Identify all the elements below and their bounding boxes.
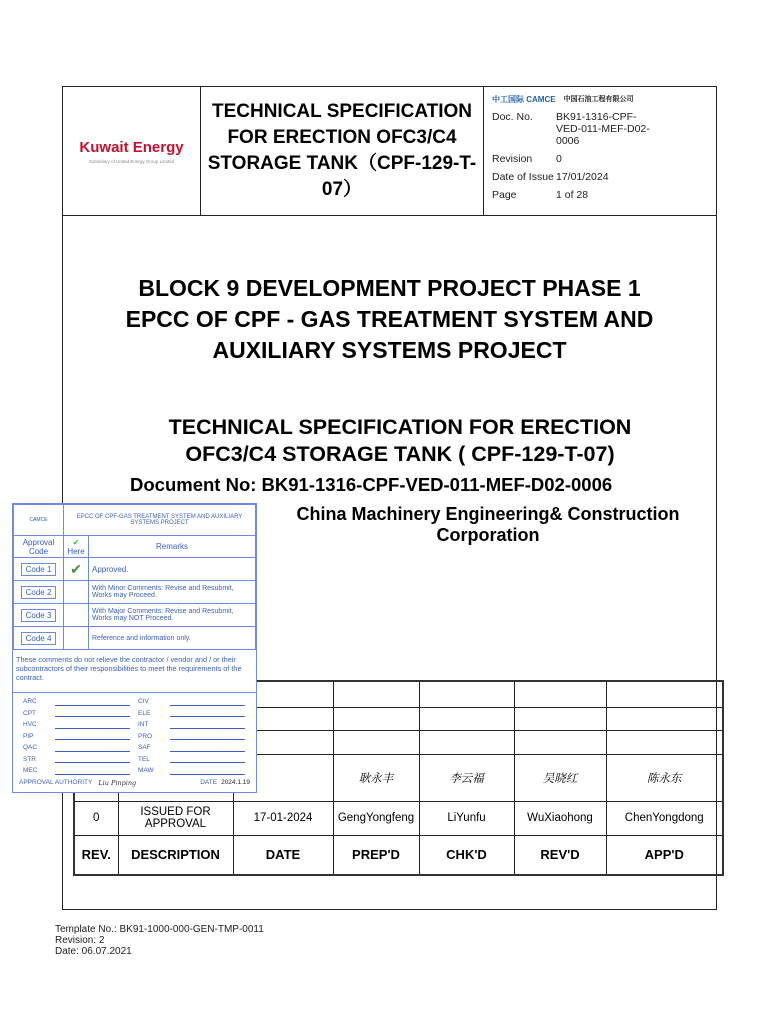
project-title-line: EPCC OF CPF - GAS TREATMENT SYSTEM AND [125, 306, 654, 332]
authority-label: APPROVAL AUTHORITY [19, 779, 93, 786]
code-remark: Reference and information only. [89, 627, 256, 650]
col-approval-code: Approval Code [14, 536, 64, 558]
discipline-field [23, 708, 138, 720]
info-row [492, 153, 708, 165]
code-remark: Approved. [89, 558, 256, 581]
code-label: Code 1 [21, 563, 57, 576]
col-here [64, 536, 89, 558]
info-row [492, 111, 708, 147]
company-name [262, 504, 714, 546]
discipline-label: INT [138, 721, 149, 729]
info-row [492, 189, 708, 201]
project-title-line: BLOCK 9 DEVELOPMENT PROJECT PHASE 1 [138, 275, 641, 301]
discipline-field [138, 708, 253, 720]
code-row [14, 558, 256, 581]
info-key: Revision [492, 153, 533, 165]
code-row [14, 627, 256, 650]
authority-signature: Liu Pinping [98, 778, 137, 787]
signature-line [170, 732, 245, 740]
info-key: Page [492, 189, 517, 201]
prepared-cell: GengYongfeng [333, 801, 419, 835]
code-label: Code 3 [21, 609, 57, 622]
date-label: DATE [200, 779, 218, 786]
stamp-project: EPCC OF CPF-GAS TREATMENT SYSTEM AND AUXILIARY SYSTEMS PROJECT [64, 505, 256, 536]
col-date: DATE [233, 835, 333, 875]
signature-line [170, 698, 245, 706]
discipline-field [23, 719, 138, 731]
signature-reviewed: 吴晓红 [514, 754, 606, 801]
discipline-field [138, 765, 253, 777]
signature-line [55, 744, 130, 752]
document-title [100, 414, 700, 468]
discipline-field [138, 754, 253, 766]
discipline-field [138, 731, 253, 743]
code-label: Code 2 [21, 586, 57, 599]
document-header [62, 86, 717, 216]
discipline-label: CPT [23, 709, 36, 717]
checked-cell: LiYunfu [419, 801, 514, 835]
discipline-label: MEC [23, 767, 38, 775]
code-remark: With Major Comments: Revise and Resubmit, Works may NOT Proceed. [89, 604, 256, 627]
doc-info [484, 87, 716, 215]
stamp-note: These comments do not relieve the contractor / vendor and / or their subcontractors of their responsibilities to meet the requirements of the contract. [13, 650, 256, 693]
discipline-label: PIP [23, 732, 34, 740]
header-title: TECHNICAL SPECIFICATION FOR ERECTION OFC3/C4 STORAGE TANK（CPF-129-T-07） [201, 87, 484, 215]
signature-checked: 李云福 [419, 754, 514, 801]
company-line: China Machinery Engineering& Construction [296, 504, 680, 524]
date-cell: 17-01-2024 [233, 801, 333, 835]
client-logo [63, 87, 201, 215]
company-line: Corporation [436, 525, 540, 545]
project-title-line: AUXILIARY SYSTEMS PROJECT [212, 337, 567, 363]
signature-line [55, 698, 130, 706]
check-icon: ✔ [72, 537, 80, 547]
partner-logo: 中国石油工程有限公司 [563, 96, 634, 103]
discipline-label: HVC [23, 721, 37, 729]
info-key: Date of Issue [492, 171, 554, 183]
discipline-label: ARC [23, 698, 37, 706]
discipline-label: MAW [138, 767, 154, 775]
signature-prepared: 耿永丰 [333, 754, 419, 801]
discipline-label: QAC [23, 744, 38, 752]
discipline-field [23, 742, 138, 754]
discipline-label: PRO [138, 732, 153, 740]
code-row [14, 604, 256, 627]
discipline-fields [13, 693, 256, 777]
discipline-label: STR [23, 755, 36, 763]
signature-line [55, 721, 130, 729]
rev-cell: 0 [74, 801, 118, 835]
signature-line [55, 709, 130, 717]
info-value: 1 of 28 [556, 189, 589, 201]
signature-line [170, 721, 245, 729]
signature-line [55, 755, 130, 763]
approved-cell: ChenYongdong [606, 801, 723, 835]
signature-line [55, 767, 130, 775]
client-subtitle: Subsidiary of United Energy Group Limited [88, 158, 175, 164]
reviewed-cell: WuXiaohong [514, 801, 606, 835]
col-prepared: PREP'D [333, 835, 419, 875]
info-key: Doc. No. [492, 111, 533, 123]
project-title [62, 273, 717, 366]
stamp-table [13, 504, 256, 650]
approval-stamp [12, 503, 257, 793]
check-icon: ✔ [64, 558, 89, 581]
col-reviewed: REV'D [514, 835, 606, 875]
code-row [14, 581, 256, 604]
discipline-field [138, 696, 253, 708]
template-number: Template No.: BK91-1000-000-GEN-TMP-0011 [55, 924, 264, 935]
info-value: BK91-1316-CPF-VED-011-MEF-D02-0006 [556, 111, 650, 147]
discipline-label: ELE [138, 709, 151, 717]
camce-logo: 中工国际 CAMCE [492, 94, 556, 104]
signature-line [170, 755, 245, 763]
col-description: DESCRIPTION [118, 835, 233, 875]
col-checked: CHK'D [419, 835, 514, 875]
discipline-field [23, 765, 138, 777]
col-remarks: Remarks [89, 536, 256, 558]
approval-authority [13, 777, 256, 789]
signature-approved: 陈永东 [606, 754, 723, 801]
revision-header-row [74, 835, 723, 875]
discipline-field [23, 696, 138, 708]
discipline-field [23, 754, 138, 766]
discipline-field [138, 719, 253, 731]
doc-title-line: OFC3/C4 STORAGE TANK ( CPF-129-T-07) [185, 442, 615, 466]
info-row [492, 171, 708, 183]
stamp-logo: CAMCE [14, 505, 64, 536]
doc-title-line: TECHNICAL SPECIFICATION FOR ERECTION [168, 415, 632, 439]
discipline-label: SAF [138, 744, 151, 752]
document-number: Document No: BK91-1316-CPF-VED-011-MEF-D02-0006 [130, 474, 613, 495]
discipline-label: TEL [138, 755, 150, 763]
template-date: Date: 06.07.2021 [55, 946, 132, 957]
signature-line [170, 709, 245, 717]
revision-row [74, 801, 723, 835]
client-logo-text: Kuwait Energy [79, 138, 184, 156]
code-label: Code 4 [21, 632, 57, 645]
signature-line [170, 767, 245, 775]
here-label: Here [67, 546, 85, 556]
signature-line [170, 744, 245, 752]
template-revision: Revision: 2 [55, 935, 105, 946]
template-footer [55, 924, 264, 957]
signature-line [55, 732, 130, 740]
discipline-field [23, 731, 138, 743]
code-remark: With Minor Comments: Revise and Resubmit, Works may Proceed. [89, 581, 256, 604]
discipline-label: CIV [138, 698, 149, 706]
description-cell: ISSUED FOR APPROVAL [118, 801, 233, 835]
info-value: 17/01/2024 [556, 171, 609, 183]
col-rev: REV. [74, 835, 118, 875]
discipline-field [138, 742, 253, 754]
stamp-date: 2024.1.19 [221, 779, 250, 786]
col-approved: APP'D [606, 835, 723, 875]
info-value: 0 [556, 153, 562, 165]
